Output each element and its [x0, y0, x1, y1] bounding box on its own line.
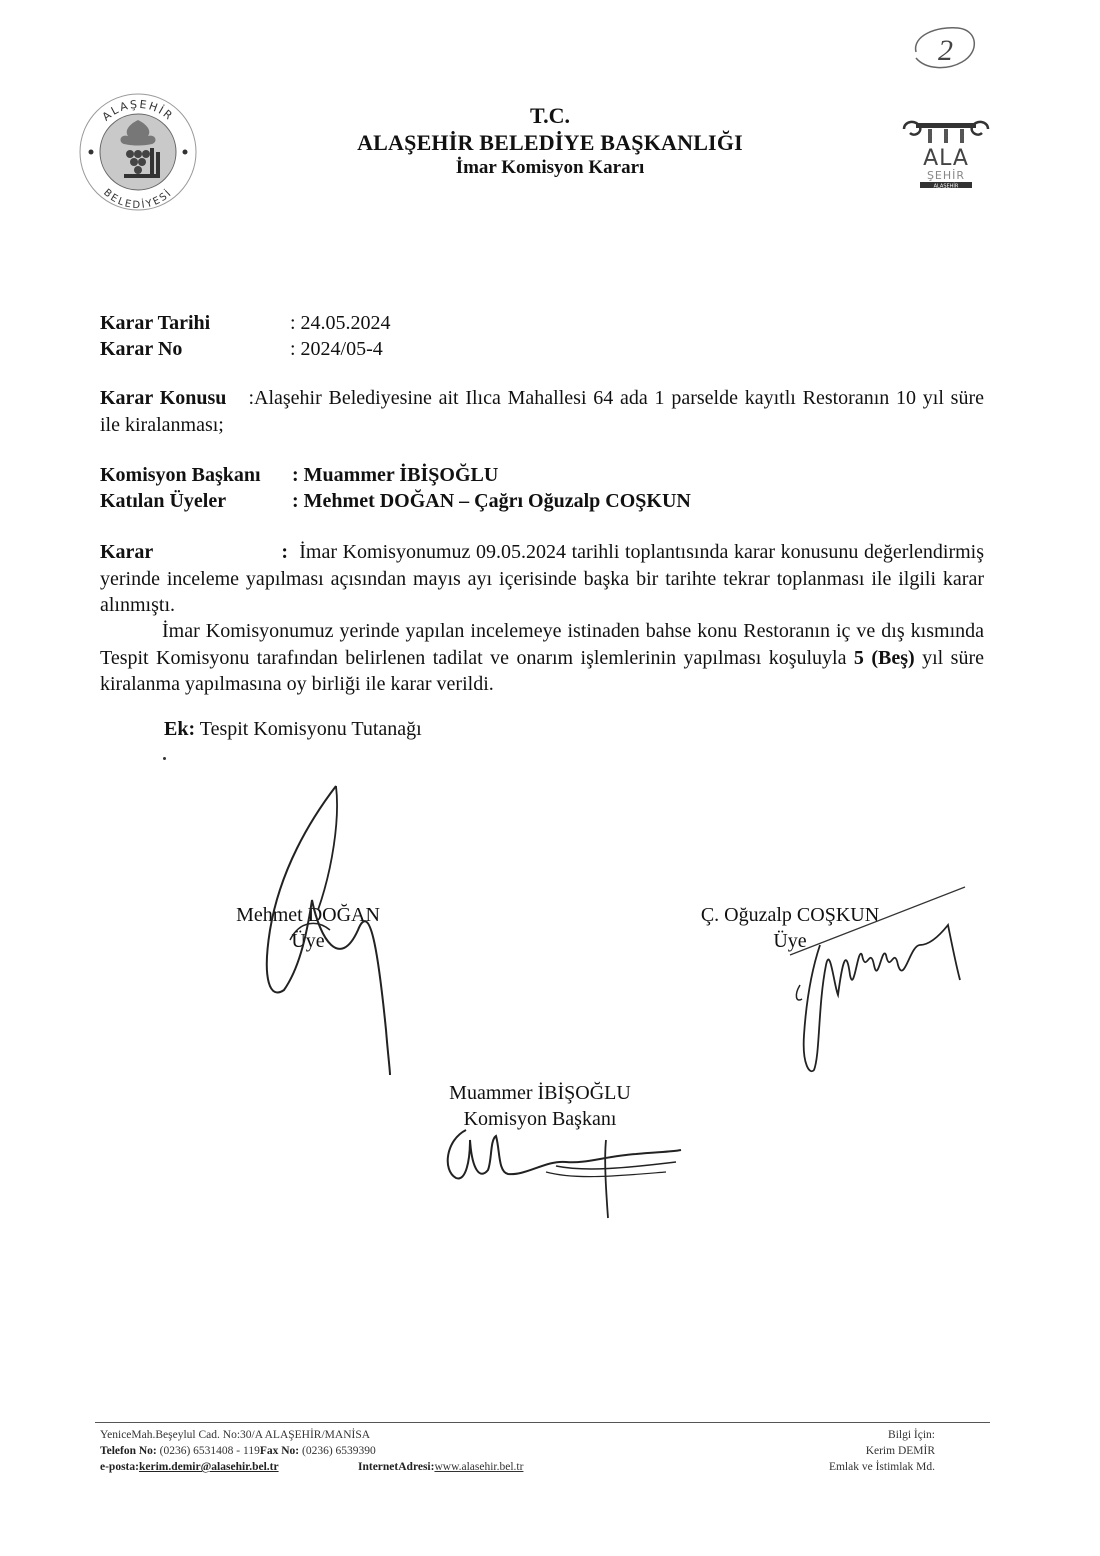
signature-right-role: Üye	[773, 930, 807, 952]
decision-duration: 5 (Beş)	[853, 646, 915, 669]
footer-email-label: e-posta:	[100, 1461, 139, 1473]
attachment-label: Ek:	[164, 718, 196, 740]
signature-center-role: Komisyon Başkanı	[463, 1108, 617, 1130]
svg-text:ALAŞEHİR: ALAŞEHİR	[99, 97, 177, 124]
decision-text-2b: yıl süre kiralanma yapılmasına oy birliği ile karar verildi.	[100, 646, 984, 695]
decision-subject	[100, 385, 984, 438]
footer-web-link[interactable]: www.alasehir.bel.tr	[434, 1461, 524, 1473]
footer-web-line	[358, 1459, 523, 1475]
signature-left-scribble	[240, 780, 410, 1080]
committee-chair-label: Komisyon Başkanı	[100, 464, 261, 486]
attachment-line	[164, 718, 422, 741]
decision-paragraph-1	[100, 539, 984, 619]
decision-no-label: Karar No	[100, 338, 183, 360]
footer-email-link[interactable]: kerim.demir@alasehir.bel.tr	[138, 1461, 279, 1473]
page-number-text: 2	[938, 34, 953, 67]
signature-center-scribble	[436, 1100, 686, 1220]
decision-colon: :	[281, 541, 288, 563]
stray-dot	[163, 757, 166, 760]
svg-text:ALA: ALA	[923, 146, 969, 171]
decision-no-value: : 2024/05-4	[290, 338, 383, 360]
footer-phone-value: (0236) 6531408 - 119	[159, 1445, 260, 1457]
footer-contact-line	[100, 1459, 279, 1475]
signature-right-scribble	[780, 885, 980, 1085]
decision-subject-label: Karar Konusu	[100, 387, 227, 409]
svg-text:ŞEHİR: ŞEHİR	[926, 169, 966, 182]
committee-members-value: : Mehmet DOĞAN – Çağrı Oğuzalp COŞKUN	[292, 490, 691, 512]
decision-label: Karar	[100, 541, 154, 563]
signature-right-name: Ç. Oğuzalp COŞKUN	[700, 904, 880, 926]
decision-paragraph-2	[100, 618, 984, 698]
header-document-type: İmar Komisyon Kararı	[455, 157, 645, 178]
committee-members-label: Katılan Üyeler	[100, 490, 227, 512]
committee-chair-value: : Muammer İBİŞOĞLU	[292, 464, 499, 486]
footer-divider	[95, 1422, 990, 1423]
svg-text:ALAŞEHİR: ALAŞEHİR	[933, 183, 959, 190]
footer-info-name: Kerim DEMİR	[865, 1445, 935, 1457]
footer-info-label: Bilgi İçin:	[888, 1429, 935, 1441]
signature-left-name: Mehmet DOĞAN	[236, 904, 380, 926]
footer-fax-value: (0236) 6539390	[302, 1445, 376, 1457]
footer-phone-line	[100, 1443, 376, 1459]
footer-web-label: InternetAdresi:	[358, 1461, 435, 1473]
footer-address: YeniceMah.Beşeylul Cad. No:30/A ALAŞEHİR/MANİSA	[100, 1429, 371, 1441]
attachment-text: Tespit Komisyonu Tutanağı	[199, 718, 422, 740]
decision-date-label: Karar Tarihi	[100, 312, 211, 334]
signature-left-role: Üye	[291, 930, 325, 952]
svg-text:BELEDİYESİ: BELEDİYESİ	[101, 187, 175, 212]
footer-info-dept: Emlak ve İstimlak Md.	[828, 1461, 935, 1473]
header-tc: T.C.	[530, 103, 570, 128]
decision-date-value: : 24.05.2024	[290, 312, 391, 334]
header-organization: ALAŞEHİR BELEDİYE BAŞKANLIĞI	[357, 130, 743, 155]
decision-text-2a: İmar Komisyonumuz yerinde yapılan incelemeye istinaden bahse konu Restoranın iç ve dış kısmında Tespit Komisyonu tarafından belirlenen tadilat ve onarım işlemlerinin yapılması koşuluyla	[100, 620, 984, 669]
signature-center-name: Muammer İBİŞOĞLU	[449, 1082, 631, 1104]
footer-fax-label: Fax No:	[259, 1445, 300, 1457]
decision-text-1: İmar Komisyonumuz 09.05.2024 tarihli toplantısında karar konusunu değerlendirmiş yerinde inceleme yapılması açısından mayıs ayı içerisinde başka bir tarihte tekrar toplanması ile ilgili karar alınmıştı.	[100, 541, 985, 616]
footer-phone-label: Telefon No:	[100, 1445, 157, 1457]
decision-subject-text: :Alaşehir Belediyesine ait Ilıca Mahallesi 64 ada 1 parselde kayıtlı Restoranın 10 yıl süre ile kiralanması;	[100, 387, 984, 436]
page-number-mark	[908, 22, 980, 74]
